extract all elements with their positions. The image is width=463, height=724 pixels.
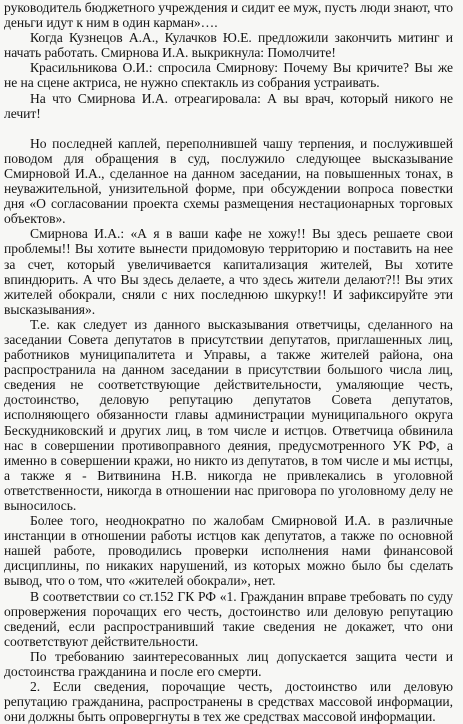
paragraph-inspections: Более того, неоднократно по жалобам Смирновой И.А. в различные инстанции в отношении работы истцов как депутатов, а также по основной нашей работе, проводились проверки исполнения нами финансовой дисциплины, по никаких нарушений, из которых можно было бы сделать вывод, что о том, что «жителей обокрали», нет. — [4, 513, 453, 589]
paragraph-smirnova-quote: Смирнова И.А.: «А я в ваши кафе не хожу!! Вы здесь решаете свои проблемы!! Вы хотите вынести придомовую территорию и поставить на нее за счет, который увеличивается капитализация жителей, Вы хотите впиндюрить. А что Вы здесь делаете, а что здесь жители делают?!! Вы этих жителей обокрали, сняли с них последнюю шкурку!! И зафиксируйте эти высказывания». — [4, 226, 453, 317]
paragraph-mass-media: 2. Если сведения, порочащие честь, достоинство или деловую репутацию гражданина, распространены в средствах массовой информации, они должны быть опровергнуты в тех же средствах массовой информации. — [4, 679, 453, 724]
paragraph-spacer — [4, 121, 453, 136]
paragraph-kuznetsov: Когда Кузнецов А.А., Кулачков Ю.Е. предложили закончить митинг и начать работать. Смирнова И.А. выкрикнула: Помолчите! — [4, 30, 453, 61]
paragraph-defamation: Т.е. как следует из данного высказывания ответчицы, сделанного на заседании Совета депутатов в присутствии депутатов, приглашенных лиц, работников муниципалитета и Управы, а также жителей района, она распространила на данном заседании в присутствии большого числа лиц, сведения не соответствующие действительности, умаляющие честь, достоинство, деловую репутацию депутатов Совета депутатов, исполняющего обязанности главы администрации муниципального округа Бескудниковский и других лиц, в том числе и истцов. Ответчица обвинила нас в совершении противоправного деяния, предусмотренного УК РФ, а именно в совершении кражи, но никто из депутатов, в том числе и мы истцы, а также я - Витвинина Н.В. никогда не привлекались в уголовной ответственности, никогда в отношении нас приговора по уголовному делу не выносилось. — [4, 316, 453, 513]
paragraph-posthumous: По требованию заинтересованных лиц допускается защита чести и достоинства гражданина и после его смерти. — [4, 648, 453, 680]
paragraph-krasilnikova: Красильникова О.И.: спросила Смирнову: Почему Вы кричите? Вы же не на сцене актриса, не нужно спектакль из собрания устраивать. — [4, 60, 453, 91]
paragraph-smirnova-reaction: На что Смирнова И.А. отреагировала: А вы врач, который никого не лечит! — [4, 90, 453, 121]
paragraph-last-straw: Но последней каплей, переполнившей чашу терпения, и послужившей поводом для обращения в суд, послужило следующее высказывание Смирновой И.А., сделанное на данном заседании, на повышенных тонах, в неуважительной, унизительной форме, при обсуждении вопроса повестки дня «О согласовании проекта схемы размещения нестационарных торговых объектов». — [4, 135, 453, 227]
paragraph-article-152: В соответствии со ст.152 ГК РФ «1. Гражданин вправе требовать по суду опровержения порочащих его честь, достоинство или деловую репутацию сведений, если распространивший такие сведения не докажет, что они соответствуют действительности. — [4, 588, 453, 649]
paragraph-intro-quote: руководитель бюджетного учреждения и сидит ее муж, пусть люди знают, что деньги идут к ним в один карман»…. — [4, 0, 453, 31]
